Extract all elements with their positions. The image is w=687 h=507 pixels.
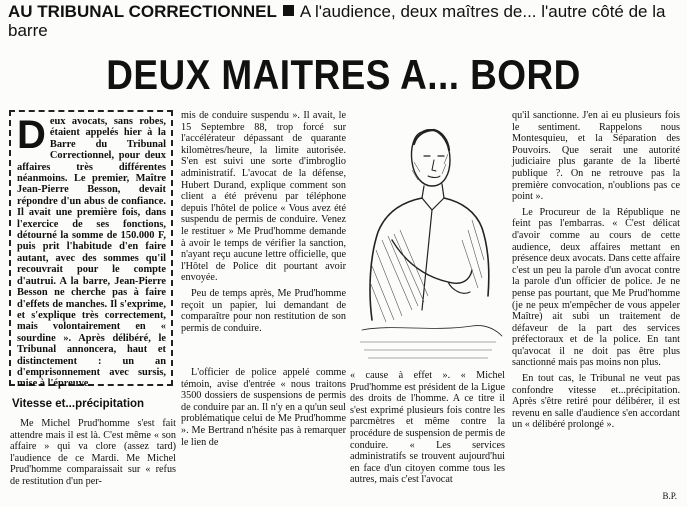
section-label: AU TRIBUNAL CORRECTIONNEL — [8, 2, 277, 21]
paragraph: L'officier de police appelé comme témoin, avise d'entrée « nous traitons 3500 dossiers de suspensions de permis de conduire par an. Il n'y en a qu'un seul problématique celui de Me Prud'homme ». Me Bertrand n'hésite pas à remarquer le lien de — [181, 367, 346, 448]
kicker — [8, 2, 680, 40]
paragraph: « cause à effet ». « Michel Prud'homme est président de la Ligue des droits de l'homme. A ce titre il s'est exprimé plusieurs fois contre les parcmètres et même contre la procédure de suspension de permis de conduire. « Les services administratifs se trouvent aujourd'hui en face d'un citoyen comme tous les autres, mais c'est l'avocat — [350, 370, 505, 486]
column-3-bottom — [350, 370, 505, 490]
subheading: Vitesse et...précipitation — [12, 398, 145, 410]
column-2 — [181, 110, 346, 338]
intro-box — [9, 110, 173, 390]
paragraph: En tout cas, le Tribunal ne veut pas confondre vitesse et...précipitation. Après s'être retiré pour délibérer, il est revenu en salle d'audience s'en accordant un « délibéré prolongé ». — [512, 373, 680, 431]
paragraph: mis de conduire suspendu ». Il avait, le 15 Septembre 88, trop forcé sur l'accélérateur dépassant de quarante kilomètres/heure, la limite autorisée. S'en est suivi une sorte d'imbroglio administratif. L'avocat de la défense, Hubert Durand, explique comment son client a été prévenu par téléphone depuis l'hôtel de police « Vous avez été suspendu de permis de conduire. Venez le restituer » Me Prud'homme demande à avoir le temps de vérifier la sanction, n'ayant reçu aucune lettre officielle, que l'Hôtel de Police dit pourtant avoir envoyée. — [181, 110, 346, 284]
column-1-body — [10, 418, 176, 492]
headline: DEUX MAITRES A... BORD — [106, 51, 581, 98]
author-signature: B.P. — [662, 491, 677, 501]
column-4 — [512, 110, 680, 435]
courtroom-sketch-image — [352, 110, 504, 366]
square-bullet-icon — [283, 5, 294, 16]
paragraph: qu'il sanctionne. J'en ai eu plusieurs fois le sentiment. Rappelons nous Montesquieu, et la Séparation des Pouvoirs. Que serait une autorité judiciaire plus garante de la liberté publique ?. On ne retrouve pas la première convocation, n'oublions pas ce point ». — [512, 110, 680, 203]
paragraph: Le Procureur de la République ne feint pas l'embarras. « C'est délicat d'avoir comme au cours de cette audience, deux affaires mettant en présence deux avocats. Dans cette affaire c'est un peu la parole d'un avocat contre la parole d'un officier de police. Je ne pense pas pourtant, que Me Prud'homme (je ne peux m'empêcher de vous appeler Maître) ait subi un traitement de défaveur de la part des services préfectoraux et de la police. En tant qu'avocat il ne doit pas être plus sanctionné mais pas moins non plus. — [512, 206, 680, 369]
drop-cap: D — [17, 113, 46, 157]
kicker-tagline: A l'audience, deux maîtres de... l'autre côté de la barre — [8, 2, 666, 40]
column-2-bottom — [181, 367, 346, 452]
intro-text: eux avocats, sans robes, étaient appelés hier à la Barre du Tribunal Correctionnel, pour deux affaires très différentes néanmoins. Le premier, Maître Jean-Pierre Besson, devait répondre d'un abus de confiance. Il avait une première fois, dans l'exercice de ses fonctions, détourné la somme de 150.000 F, puis prit l'habitude d'en faire autant, avec des sommes qu'il recouvrait pour le compte d'autrui. A la barre, Jean-Pierre Besson ne cherche pas à faire d'effets de manches. Il s'exprime, et s'explique très correctement, mais volontairement en « sourdine ». Après délibéré, le Tribunal annoncera, haut et distinctement : un an d'emprisonnement avec sursis, mise à l'épreuve. — [17, 116, 166, 390]
paragraph: Peu de temps après, Me Prud'homme reçoit un papier, lui demandant de comparaître pour non restitution de son permis de conduire. — [181, 287, 346, 334]
paragraph: Me Michel Prud'homme s'est fait attendre mais il est là. C'est même « son affaire » qui va clore (assez tard) l'audience de ce Mardi. Me Michel Prud'homme comparaissait sur « refus de restitution d'un per- — [10, 418, 176, 487]
